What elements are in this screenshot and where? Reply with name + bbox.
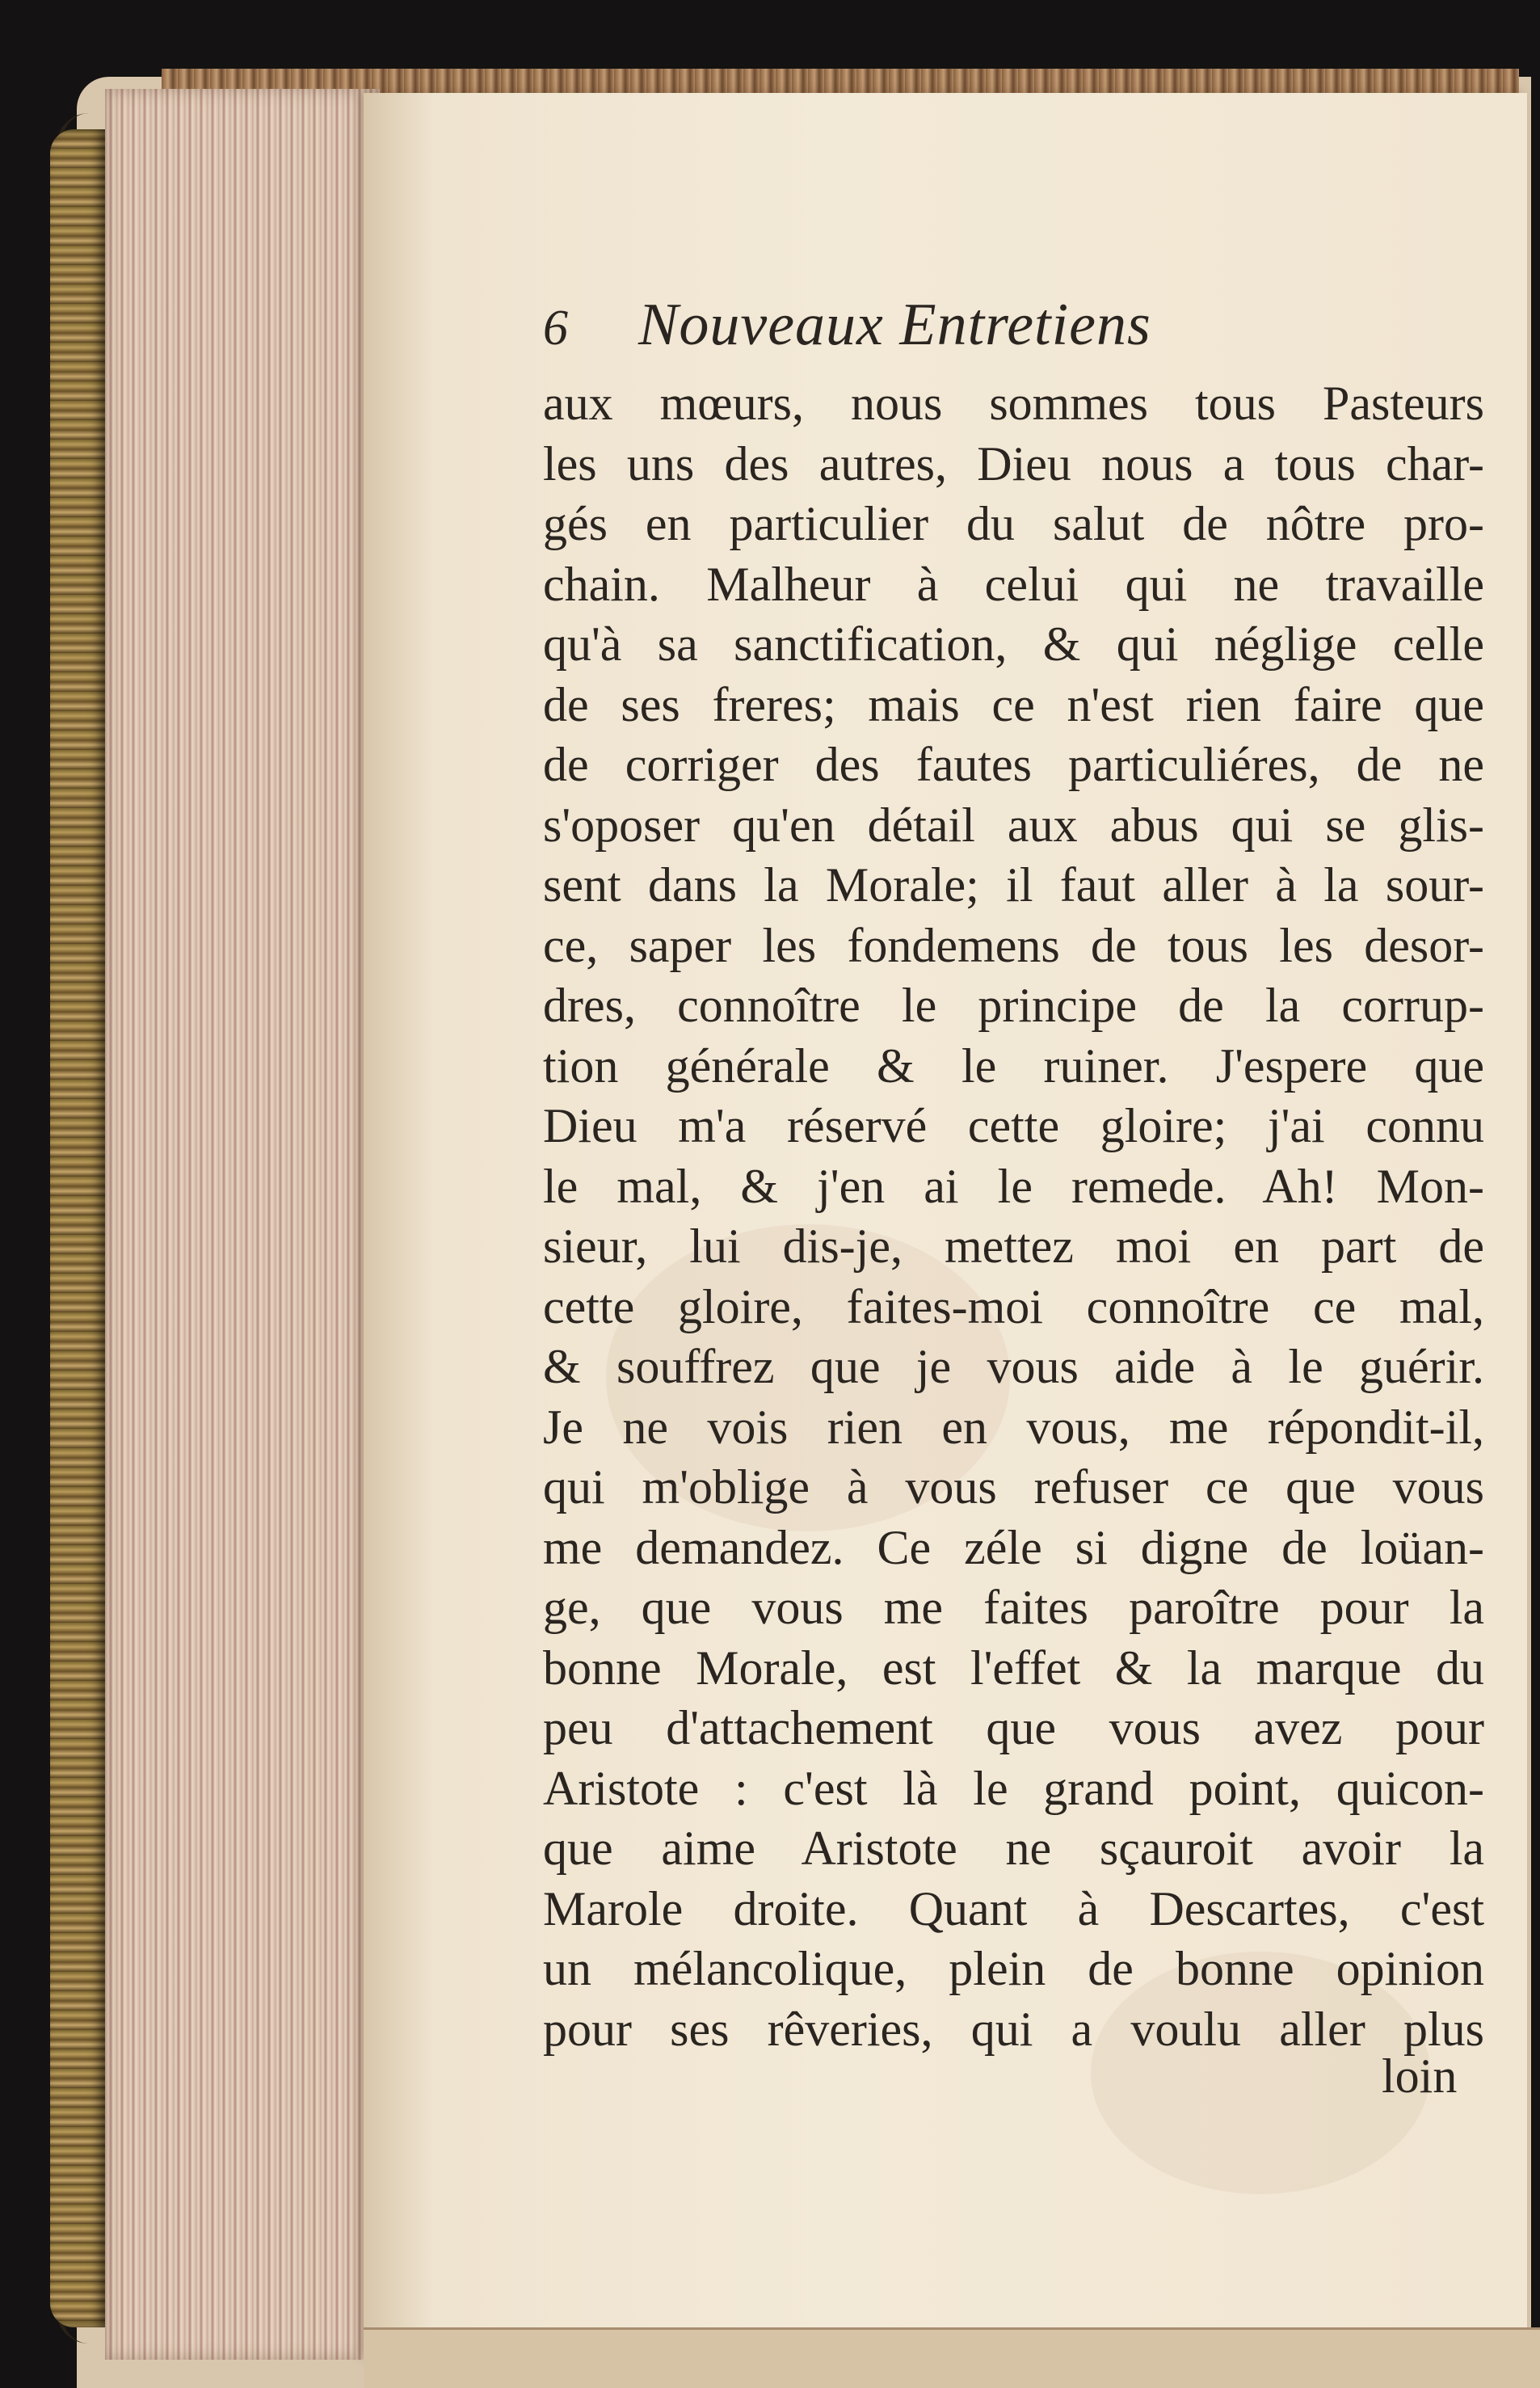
running-title: Nouveaux Entretiens	[638, 292, 1151, 358]
text-line: sent dans la Morale; il faut aller à la sour-	[543, 858, 1484, 912]
text-line: chain. Malheur à celui qui ne travaille	[543, 557, 1484, 611]
text-line: s'oposer qu'en détail aux abus qui se glis-	[543, 798, 1484, 852]
text-line: dres, connoître le principe de la corrup-	[543, 979, 1484, 1032]
text-line: sieur, lui dis-je, mettez moi en part de	[543, 1219, 1484, 1273]
text-line: qu'à sa sanctification, & qui néglige celle	[543, 617, 1484, 671]
text-lines	[543, 373, 1513, 2059]
text-line: cette gloire, faites-moi connoître ce mal,	[543, 1279, 1484, 1333]
page-foot-edge	[364, 2327, 1540, 2388]
text-line: & souffrez que je vous aide à le guérir.	[543, 1340, 1484, 1393]
page-edges	[105, 89, 380, 2360]
text-line: Aristote : c'est là le grand point, quicon-	[543, 1761, 1484, 1815]
text-line: bonne Morale, est l'effet & la marque du	[543, 1640, 1484, 1695]
page-text	[543, 291, 1513, 2059]
text-line: ge, que vous me faites paroître pour la	[543, 1581, 1484, 1634]
text-line: le mal, & j'en ai le remede. Ah! Mon-	[543, 1159, 1484, 1213]
text-line: gés en particulier du salut de nôtre pro-	[543, 497, 1484, 550]
text-line: ce, saper les fondemens de tous les desor-	[543, 918, 1484, 972]
text-line: un mélancolique, plein de bonne opinion	[543, 1942, 1484, 1995]
text-line: aux mœurs, nous sommes tous Pasteurs	[543, 377, 1484, 430]
text-line: Je ne vois rien en vous, me répondit-il,	[543, 1400, 1484, 1454]
text-line: les uns des autres, Dieu nous a tous char-	[543, 436, 1484, 491]
text-line: tion générale & le ruiner. J'espere que	[543, 1038, 1484, 1093]
page-number: 6	[543, 301, 568, 356]
text-line: Dieu m'a réservé cette gloire; j'ai connu	[543, 1099, 1484, 1152]
text-line: de corriger des fautes particuliéres, de ne	[543, 738, 1484, 791]
text-line: Marole droite. Quant à Descartes, c'est	[543, 1881, 1484, 1935]
catchword: loin	[1382, 2049, 1458, 2103]
text-line: qui m'oblige à vous refuser ce que vous	[543, 1460, 1484, 1514]
text-line: de ses freres; mais ce n'est rien faire que	[543, 677, 1484, 731]
text-line: peu d'attachement que vous avez pour	[543, 1701, 1484, 1754]
text-line: que aime Aristote ne sçauroit avoir la	[543, 1822, 1484, 1875]
running-head	[543, 291, 1513, 372]
text-line: pour ses rêveries, qui a voulu aller plus	[543, 2002, 1484, 2056]
text-line: me demandez. Ce zéle si digne de loüan-	[543, 1520, 1484, 1574]
gilt-spine-binding	[50, 129, 107, 2327]
